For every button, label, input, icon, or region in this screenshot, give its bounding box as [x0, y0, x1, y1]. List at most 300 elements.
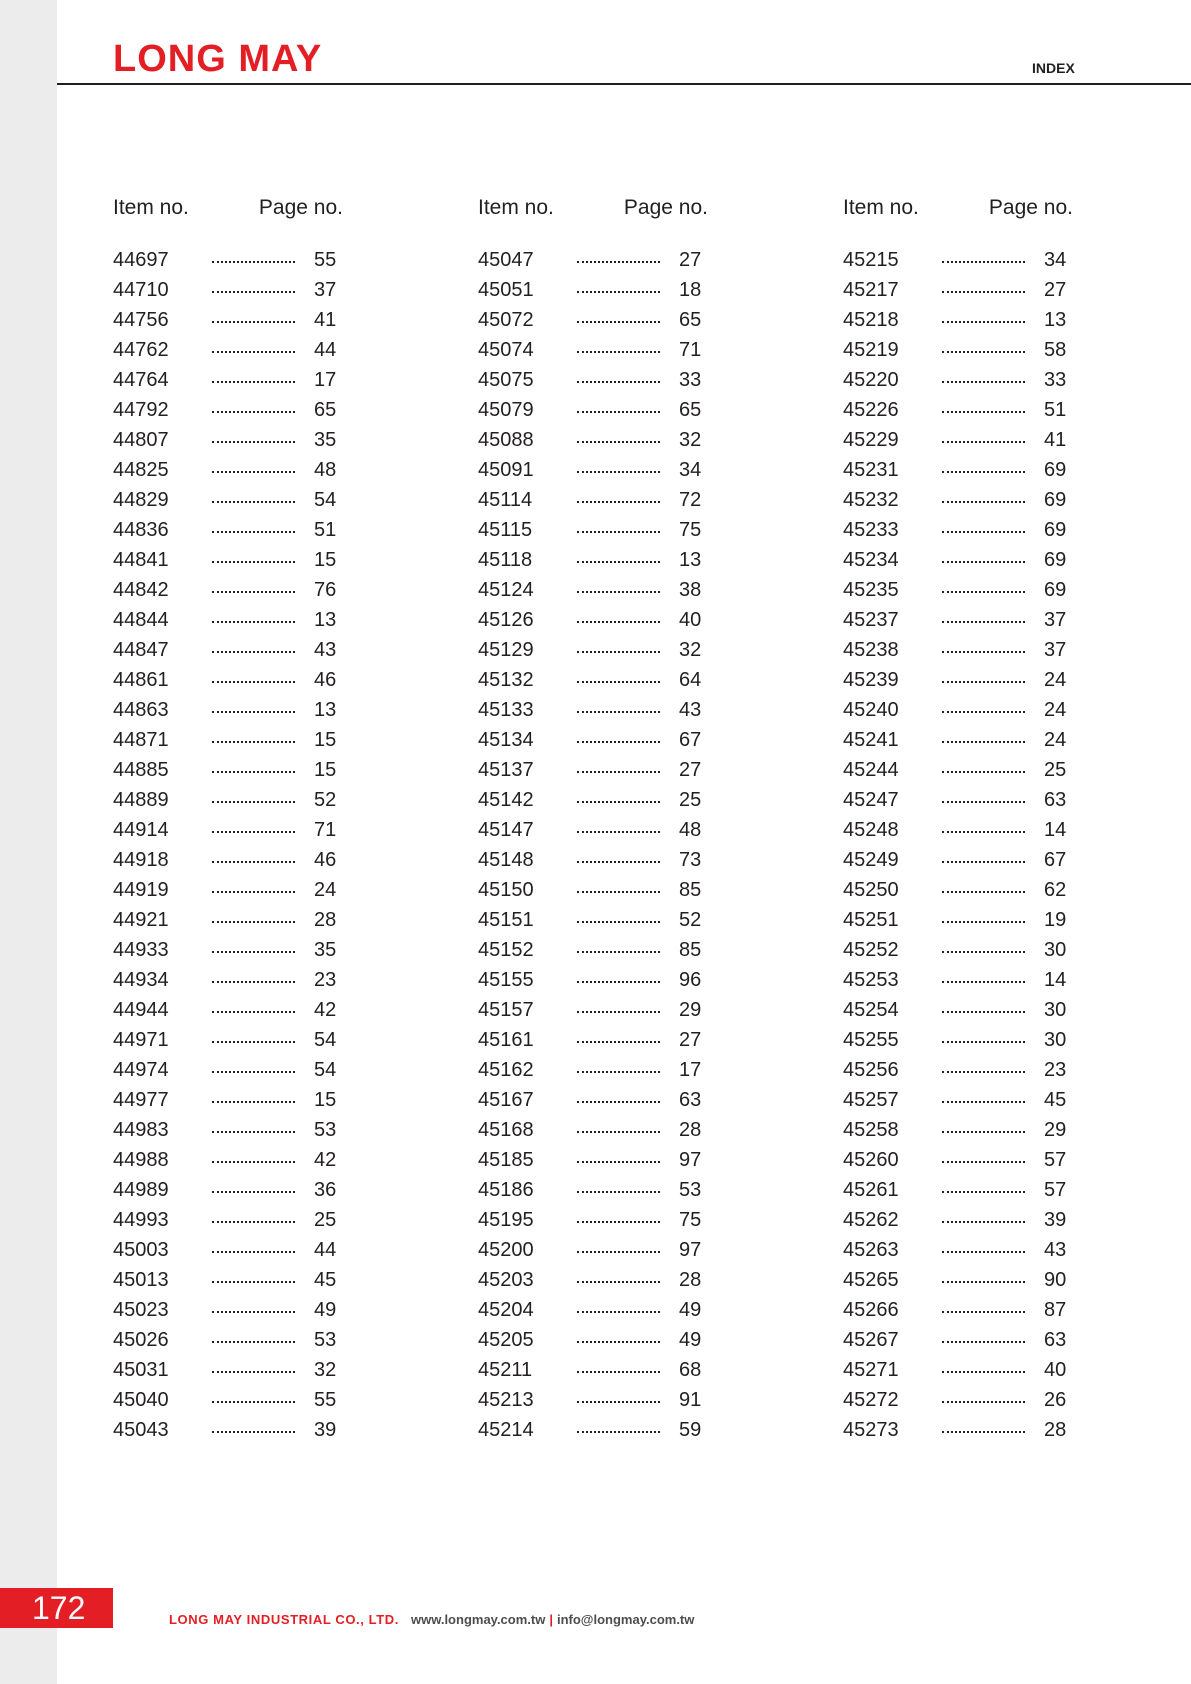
page-number-ref: 18: [679, 279, 702, 301]
dot-leader: [942, 681, 1025, 683]
page-number-ref: 44: [314, 1239, 337, 1261]
dot-leader: [212, 1371, 295, 1373]
brand-logo: LONG MAY: [113, 38, 323, 80]
item-number: 45248: [843, 819, 899, 841]
index-row: [113, 575, 343, 605]
item-number: 45129: [478, 639, 534, 661]
index-row: [478, 575, 708, 605]
page-number-ref: 54: [314, 489, 337, 511]
index-row: [843, 1205, 1073, 1235]
dot-leader: [942, 351, 1025, 353]
item-number: 45079: [478, 399, 534, 421]
dot-leader: [212, 711, 295, 713]
dot-leader: [577, 561, 660, 563]
dot-leader: [577, 1161, 660, 1163]
item-number: 45234: [843, 549, 899, 571]
index-row: [113, 455, 343, 485]
page-number-ref: 65: [679, 399, 702, 421]
page-number-ref: 19: [1044, 909, 1067, 931]
item-no-header: Item no.: [843, 196, 919, 219]
index-row: [113, 875, 343, 905]
page-number-ref: 42: [314, 1149, 337, 1171]
item-number: 45267: [843, 1329, 899, 1351]
index-row: [478, 845, 708, 875]
index-row: [113, 1085, 343, 1115]
column-header: [478, 194, 708, 222]
item-number: 45220: [843, 369, 899, 391]
index-row: [843, 605, 1073, 635]
index-row: [843, 1085, 1073, 1115]
page-number-ref: 87: [1044, 1299, 1067, 1321]
page-number-ref: 15: [314, 1089, 337, 1111]
index-row: [843, 575, 1073, 605]
index-row: [478, 935, 708, 965]
page-number-ref: 49: [679, 1329, 702, 1351]
item-number: 45133: [478, 699, 534, 721]
index-row: [478, 455, 708, 485]
index-row: [478, 515, 708, 545]
item-number: 45150: [478, 879, 534, 901]
page-number-ref: 30: [1044, 939, 1067, 961]
index-row: [478, 1325, 708, 1355]
dot-leader: [212, 921, 295, 923]
page-number-ref: 69: [1044, 549, 1067, 571]
index-row: [113, 1295, 343, 1325]
index-row: [478, 1145, 708, 1175]
index-row: [843, 1295, 1073, 1325]
item-number: 45219: [843, 339, 899, 361]
page-number-ref: 73: [679, 849, 702, 871]
item-number: 44807: [113, 429, 169, 451]
dot-leader: [577, 1071, 660, 1073]
page-number: 172: [0, 1588, 113, 1628]
index-row: [843, 725, 1073, 755]
dot-leader: [577, 831, 660, 833]
index-row: [843, 1115, 1073, 1145]
page-number-ref: 36: [314, 1179, 337, 1201]
index-row: [478, 1265, 708, 1295]
page-number-ref: 17: [314, 369, 337, 391]
index-row: [113, 335, 343, 365]
dot-leader: [942, 1281, 1025, 1283]
dot-leader: [577, 1401, 660, 1403]
item-number: 44974: [113, 1059, 169, 1081]
index-row: [843, 1385, 1073, 1415]
dot-leader: [212, 501, 295, 503]
dot-leader: [212, 681, 295, 683]
index-row: [113, 995, 343, 1025]
index-row: [478, 1415, 708, 1445]
index-row: [113, 1265, 343, 1295]
index-row: [478, 1055, 708, 1085]
index-row: [478, 395, 708, 425]
item-number: 44762: [113, 339, 169, 361]
dot-leader: [212, 771, 295, 773]
index-row: [478, 1235, 708, 1265]
index-row: [843, 335, 1073, 365]
dot-leader: [942, 1071, 1025, 1073]
page-number-ref: 24: [314, 879, 337, 901]
item-number: 45148: [478, 849, 534, 871]
dot-leader: [212, 561, 295, 563]
header-divider: [57, 83, 1191, 85]
page-number-ref: 46: [314, 669, 337, 691]
item-number: 44847: [113, 639, 169, 661]
item-number: 45252: [843, 939, 899, 961]
item-number: 45072: [478, 309, 534, 331]
item-number: 45115: [478, 519, 533, 541]
page-number-ref: 69: [1044, 489, 1067, 511]
index-row: [478, 1115, 708, 1145]
page-number-ref: 35: [314, 429, 337, 451]
item-number: 45250: [843, 879, 899, 901]
dot-leader: [212, 1071, 295, 1073]
item-number: 45162: [478, 1059, 534, 1081]
page-number-ref: 52: [314, 789, 337, 811]
item-number: 45124: [478, 579, 534, 601]
index-row: [843, 1025, 1073, 1055]
index-row: [843, 845, 1073, 875]
dot-leader: [212, 1191, 295, 1193]
item-number: 44825: [113, 459, 169, 481]
page-number-ref: 67: [1044, 849, 1067, 871]
item-number: 44989: [113, 1179, 169, 1201]
page-number-ref: 28: [314, 909, 337, 931]
index-row: [843, 1235, 1073, 1265]
page-number-ref: 52: [679, 909, 702, 931]
page-number-ref: 43: [679, 699, 702, 721]
item-number: 45200: [478, 1239, 534, 1261]
page-number-ref: 54: [314, 1059, 337, 1081]
index-row: [478, 725, 708, 755]
index-row: [113, 1355, 343, 1385]
page-number-ref: 65: [679, 309, 702, 331]
page-number-ref: 35: [314, 939, 337, 961]
item-number: 45273: [843, 1419, 899, 1441]
footer-email[interactable]: info@longmay.com.tw: [556, 1612, 695, 1627]
index-row: [843, 305, 1073, 335]
page-number-ref: 13: [314, 699, 337, 721]
item-number: 45152: [478, 939, 534, 961]
item-number: 44871: [113, 729, 169, 751]
index-row: [113, 725, 343, 755]
dot-leader: [577, 261, 660, 263]
dot-leader: [577, 1131, 660, 1133]
item-number: 45239: [843, 669, 899, 691]
index-row: [113, 845, 343, 875]
page-number-ref: 40: [679, 609, 702, 631]
dot-leader: [577, 1041, 660, 1043]
index-row: [113, 515, 343, 545]
index-row: [843, 1055, 1073, 1085]
dot-leader: [942, 471, 1025, 473]
dot-leader: [212, 1161, 295, 1163]
dot-leader: [212, 291, 295, 293]
dot-leader: [212, 801, 295, 803]
dot-leader: [942, 771, 1025, 773]
item-number: 45238: [843, 639, 899, 661]
index-column-2: [478, 194, 708, 1441]
item-number: 44829: [113, 489, 169, 511]
index-row: [113, 815, 343, 845]
item-number: 45167: [478, 1089, 534, 1111]
page-number-ref: 59: [679, 1419, 702, 1441]
footer-website[interactable]: www.longmay.com.tw: [410, 1612, 546, 1627]
item-number: 45204: [478, 1299, 534, 1321]
index-row: [113, 545, 343, 575]
dot-leader: [942, 831, 1025, 833]
index-row: [478, 425, 708, 455]
index-row: [843, 965, 1073, 995]
item-number: 45157: [478, 999, 534, 1021]
item-number: 45147: [478, 819, 534, 841]
page-number-ref: 32: [314, 1359, 337, 1381]
dot-leader: [942, 561, 1025, 563]
dot-leader: [942, 1341, 1025, 1343]
item-number: 45118: [478, 549, 533, 571]
dot-leader: [212, 321, 295, 323]
page-number-ref: 53: [314, 1329, 337, 1351]
item-number: 44792: [113, 399, 169, 421]
page-number-ref: 90: [1044, 1269, 1067, 1291]
page-number-ref: 68: [679, 1359, 702, 1381]
item-number: 44944: [113, 999, 169, 1021]
index-row: [843, 815, 1073, 845]
dot-leader: [942, 1251, 1025, 1253]
page-number-ref: 43: [314, 639, 337, 661]
page-number-ref: 48: [679, 819, 702, 841]
item-number: 45244: [843, 759, 899, 781]
item-number: 45205: [478, 1329, 534, 1351]
dot-leader: [577, 441, 660, 443]
page-number-ref: 67: [679, 729, 702, 751]
item-number: 45142: [478, 789, 534, 811]
item-number: 45091: [478, 459, 534, 481]
footer-separator: |: [549, 1612, 553, 1627]
index-row: [478, 1025, 708, 1055]
item-number: 45226: [843, 399, 899, 421]
dot-leader: [577, 411, 660, 413]
dot-leader: [942, 321, 1025, 323]
item-number: 45229: [843, 429, 899, 451]
index-row: [478, 305, 708, 335]
page-number-ref: 63: [679, 1089, 702, 1111]
index-row: [478, 1295, 708, 1325]
item-number: 44918: [113, 849, 169, 871]
page-no-header: Page no.: [258, 196, 343, 219]
dot-leader: [577, 801, 660, 803]
item-number: 45255: [843, 1029, 899, 1051]
item-number: 44861: [113, 669, 169, 691]
dot-leader: [942, 1191, 1025, 1193]
index-row: [843, 995, 1073, 1025]
item-number: 44933: [113, 939, 169, 961]
item-number: 45213: [478, 1389, 534, 1411]
dot-leader: [577, 1101, 660, 1103]
item-number: 44977: [113, 1089, 169, 1111]
item-number: 45040: [113, 1389, 169, 1411]
index-row: [113, 275, 343, 305]
page-number-ref: 32: [679, 639, 702, 661]
item-number: 45262: [843, 1209, 899, 1231]
dot-leader: [577, 1431, 660, 1433]
dot-leader: [942, 1101, 1025, 1103]
index-row: [478, 695, 708, 725]
dot-leader: [942, 1131, 1025, 1133]
index-row: [113, 1145, 343, 1175]
item-number: 45258: [843, 1119, 899, 1141]
item-number: 44919: [113, 879, 169, 901]
item-number: 45247: [843, 789, 899, 811]
dot-leader: [212, 1251, 295, 1253]
index-row: [113, 755, 343, 785]
index-row: [113, 905, 343, 935]
page-number-ref: 25: [679, 789, 702, 811]
index-row: [843, 395, 1073, 425]
page-number-ref: 26: [1044, 1389, 1067, 1411]
page-number-ref: 54: [314, 1029, 337, 1051]
index-row: [113, 785, 343, 815]
page-number-ref: 64: [679, 669, 702, 691]
index-row: [478, 1355, 708, 1385]
item-number: 44988: [113, 1149, 169, 1171]
page-number-ref: 15: [314, 549, 337, 571]
index-row: [478, 545, 708, 575]
dot-leader: [942, 381, 1025, 383]
page-number-ref: 43: [1044, 1239, 1067, 1261]
item-number: 45132: [478, 669, 534, 691]
page-number-ref: 41: [314, 309, 337, 331]
item-number: 44885: [113, 759, 169, 781]
item-number: 45074: [478, 339, 534, 361]
index-row: [478, 485, 708, 515]
dot-leader: [942, 261, 1025, 263]
index-row: [478, 275, 708, 305]
dot-leader: [577, 471, 660, 473]
page-number-ref: 97: [679, 1149, 702, 1171]
item-number: 44971: [113, 1029, 169, 1051]
page-number-ref: 30: [1044, 1029, 1067, 1051]
page-number-ref: 37: [1044, 639, 1067, 661]
item-number: 45217: [843, 279, 899, 301]
item-number: 45261: [843, 1179, 899, 1201]
side-margin-strip: [0, 0, 57, 1684]
page-number-ref: 57: [1044, 1179, 1067, 1201]
index-row: [113, 365, 343, 395]
dot-leader: [212, 741, 295, 743]
item-number: 45265: [843, 1269, 899, 1291]
dot-leader: [942, 291, 1025, 293]
item-number: 45114: [478, 489, 533, 511]
index-row: [843, 755, 1073, 785]
index-rows: [843, 245, 1073, 1445]
page-number-ref: 28: [1044, 1419, 1067, 1441]
page-number-ref: 97: [679, 1239, 702, 1261]
dot-leader: [212, 981, 295, 983]
column-header: [113, 194, 343, 222]
index-row: [113, 1055, 343, 1085]
item-number: 45263: [843, 1239, 899, 1261]
dot-leader: [212, 471, 295, 473]
dot-leader: [942, 441, 1025, 443]
item-number: 45231: [843, 459, 899, 481]
dot-leader: [212, 1401, 295, 1403]
dot-leader: [212, 651, 295, 653]
dot-leader: [577, 1311, 660, 1313]
page-number-ref: 65: [314, 399, 337, 421]
page-number-ref: 37: [1044, 609, 1067, 631]
index-row: [843, 1415, 1073, 1445]
index-row: [478, 995, 708, 1025]
page-number-ref: 33: [1044, 369, 1067, 391]
index-row: [113, 395, 343, 425]
dot-leader: [212, 951, 295, 953]
index-row: [843, 545, 1073, 575]
dot-leader: [577, 621, 660, 623]
page-number-ref: 30: [1044, 999, 1067, 1021]
page-number-ref: 27: [679, 249, 702, 271]
dot-leader: [577, 771, 660, 773]
dot-leader: [942, 891, 1025, 893]
index-row: [843, 365, 1073, 395]
dot-leader: [212, 411, 295, 413]
page-number-ref: 69: [1044, 519, 1067, 541]
page-number-ref: 29: [1044, 1119, 1067, 1141]
dot-leader: [212, 861, 295, 863]
page-number-ref: 72: [679, 489, 702, 511]
page-number-ref: 71: [679, 339, 702, 361]
item-number: 45241: [843, 729, 899, 751]
index-row: [843, 785, 1073, 815]
dot-leader: [212, 381, 295, 383]
item-number: 45254: [843, 999, 899, 1021]
page-number-ref: 42: [314, 999, 337, 1021]
page-number-ref: 15: [314, 729, 337, 751]
page-number-ref: 34: [1044, 249, 1067, 271]
dot-leader: [577, 711, 660, 713]
page-number-ref: 71: [314, 819, 337, 841]
item-number: 45218: [843, 309, 899, 331]
dot-leader: [212, 351, 295, 353]
dot-leader: [942, 1161, 1025, 1163]
dot-leader: [577, 1251, 660, 1253]
dot-leader: [212, 621, 295, 623]
index-row: [478, 335, 708, 365]
index-row: [113, 635, 343, 665]
page-number-ref: 32: [679, 429, 702, 451]
dot-leader: [212, 1341, 295, 1343]
item-number: 44710: [113, 279, 169, 301]
page-number-ref: 28: [679, 1269, 702, 1291]
dot-leader: [942, 861, 1025, 863]
item-number: 45214: [478, 1419, 534, 1441]
item-number: 45256: [843, 1059, 899, 1081]
page-number-ref: 23: [1044, 1059, 1067, 1081]
item-number: 45013: [113, 1269, 169, 1291]
item-number: 45235: [843, 579, 899, 601]
index-row: [113, 1325, 343, 1355]
dot-leader: [942, 411, 1025, 413]
item-number: 44934: [113, 969, 169, 991]
page-number-ref: 25: [314, 1209, 337, 1231]
dot-leader: [212, 1011, 295, 1013]
page-number-ref: 24: [1044, 669, 1067, 691]
item-number: 45233: [843, 519, 899, 541]
page-number-ref: 55: [314, 1389, 337, 1411]
page-number-ref: 55: [314, 249, 337, 271]
page-number-ref: 14: [1044, 819, 1067, 841]
index-row: [113, 1415, 343, 1445]
